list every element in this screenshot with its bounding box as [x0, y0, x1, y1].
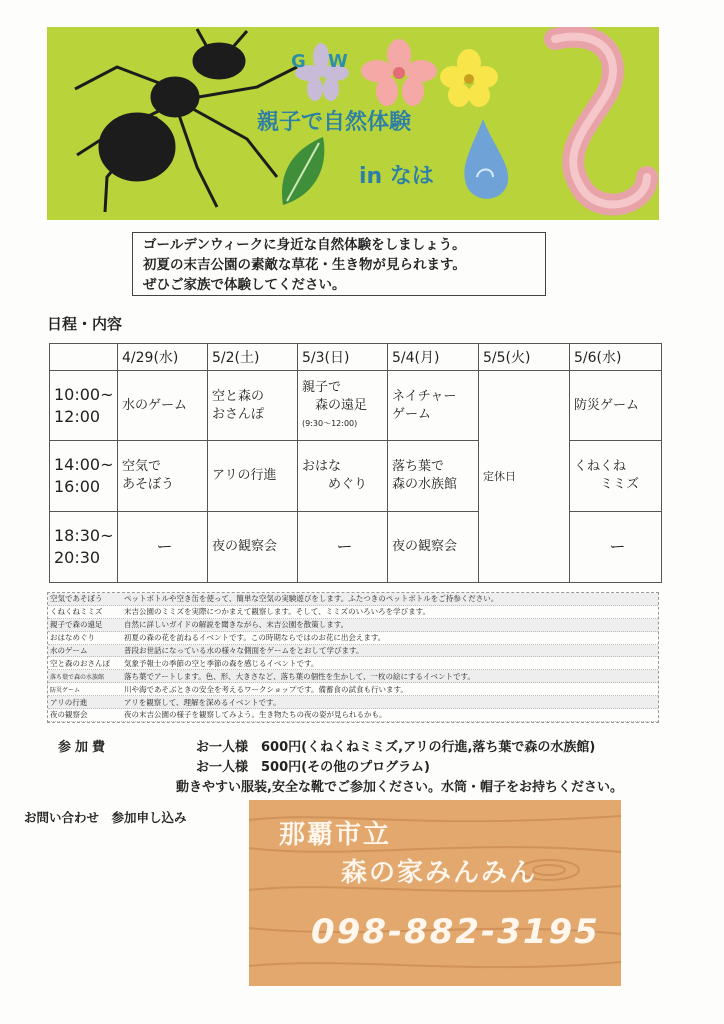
program-cell: 落ち葉で 森の水族館 — [388, 441, 479, 512]
detail-row: 落ち葉で森の水族館 落ち葉でアートします。色、形、大きさなど、落ち葉の個性を生かして、一枚の絵にするイベントです。 — [48, 670, 658, 683]
detail-row: 空と森のおさんぽ 気象予報士の季節の空と季節の森を感じるイベントです。 — [48, 657, 658, 670]
time-slot: 18:30~ 20:30 — [50, 512, 118, 583]
program-cell: 夜の観察会 — [208, 512, 298, 583]
date-header: 5/6(水) — [570, 344, 662, 371]
fee-line: お一人様 600円(くねくねミミズ,アリの行進,落ち葉で森の水族館) — [196, 740, 596, 755]
detail-row: 夜の観察会 夜の末吉公園の様子を観察してみよう。生き物たちの夜の姿が見られるかも。 — [48, 709, 658, 722]
intro-box — [132, 232, 546, 296]
date-header: 5/4(月) — [388, 344, 479, 371]
date-header: 5/2(土) — [208, 344, 298, 371]
date-header: 5/5(火) — [479, 344, 570, 371]
detail-row: 親子で森の遠足 自然に詳しいガイドの解説を聞きながら、末吉公園を散策します。 — [48, 619, 658, 632]
time-slot: 14:00~ 16:00 — [50, 441, 118, 512]
org-name-line2: 森の家みんみん — [341, 858, 538, 888]
fee-note: 動きやすい服装,安全な靴でご参加ください。水筒・帽子をお持ちください。 — [176, 780, 623, 795]
schedule-section-title: 日程・内容 — [47, 315, 123, 333]
contact-label: お問い合わせ 参加申し込み — [24, 810, 187, 825]
leaf-icon — [282, 137, 324, 205]
intro-line: ぜひご家族で体験してください。 — [143, 277, 346, 293]
program-cell: 空と森の おさんぽ — [208, 371, 298, 441]
worm-icon — [555, 37, 647, 205]
program-cell: 水のゲーム — [118, 371, 208, 441]
detail-row: アリの行進 アリを観察して、理解を深めるイベントです。 — [48, 696, 658, 709]
program-cell: 防災ゲーム — [570, 371, 662, 441]
time-slot: 10:00~ 12:00 — [50, 371, 118, 441]
intro-line: 初夏の末吉公園の素敵な草花・生き物が見られます。 — [143, 257, 466, 273]
date-header: 4/29(水) — [118, 344, 208, 371]
water-drop-icon — [464, 119, 508, 199]
program-cell: ー — [118, 512, 208, 583]
program-cell: 親子で 森の遠足 (9:30～12:00) — [298, 371, 388, 441]
header-empty — [50, 344, 118, 371]
fee-lines — [176, 738, 676, 798]
event-banner — [47, 27, 659, 220]
contact-panel — [249, 800, 621, 986]
org-name-line1: 那覇市立 — [279, 820, 392, 850]
date-header: 5/3(日) — [298, 344, 388, 371]
fee-label: 参加費 — [58, 740, 110, 755]
banner-subtitle: in なは — [359, 164, 434, 189]
program-cell: ー — [298, 512, 388, 583]
program-cell: おはな めぐり — [298, 441, 388, 512]
detail-row: おはなめぐり 初夏の森の花を訪ねるイベントです。この時期ならではのお花に出会えます。 — [48, 632, 658, 645]
program-cell: ー — [570, 512, 662, 583]
intro-line: ゴールデンウィークに身近な自然体験をしましょう。 — [143, 237, 466, 253]
program-cell: ネイチャー ゲーム — [388, 371, 479, 441]
program-time-note: (9:30～12:00) — [302, 418, 358, 428]
program-cell: くねくね ミミズ — [570, 441, 662, 512]
schedule-table — [49, 343, 662, 583]
fee-line: お一人様 500円(その他のプログラム) — [196, 760, 430, 775]
banner-gw-label: G W — [291, 51, 356, 72]
banner-title: 親子で自然体験 — [257, 110, 412, 135]
detail-row: 空気であそぼう ペットボトルや空き缶を使って、簡単な空気の実験遊びをします。ふたつきのペットボトルをご持参ください。 — [48, 593, 658, 606]
detail-row: くねくねミミズ 末吉公園のミミズを実際につかまえて観察します。そして、ミミズのいろいろを学びます。 — [48, 606, 658, 619]
program-cell: 夜の観察会 — [388, 512, 479, 583]
closed-day-cell: 定休日 — [479, 371, 570, 583]
flower-icon — [295, 39, 498, 107]
phone-number: 098-882-3195 — [311, 912, 600, 952]
program-cell: 空気で あそぼう — [118, 441, 208, 512]
detail-row: 防災ゲーム 川や海であそぶときの安全を考えるワークショップです。備蓄食の試食も行います。 — [48, 683, 658, 696]
detail-row: 水のゲーム 普段お世話になっている水の様々な側面をゲームをとおして学びます。 — [48, 645, 658, 658]
program-details-list — [47, 592, 659, 723]
program-cell: アリの行進 — [208, 441, 298, 512]
